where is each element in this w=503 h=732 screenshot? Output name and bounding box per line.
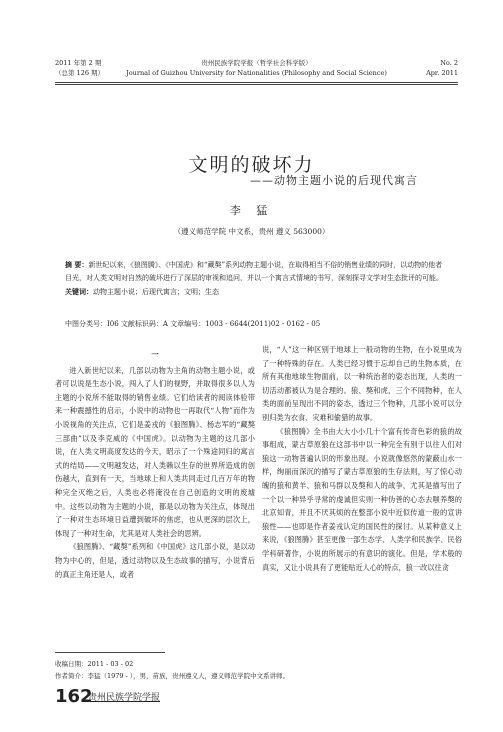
footnote-rule: [55, 652, 165, 653]
journal-name-cn: 贵州民族学院学报（哲学社会科学版）: [201, 59, 312, 67]
footnotes: [55, 658, 289, 682]
body-right-column: [262, 343, 462, 574]
abstract-label: 摘 要：: [65, 260, 89, 269]
keywords-label: 关键词：: [65, 287, 93, 296]
paragraph: 《狼图腾》全书由大大小小几十个富有传奇色彩的狼的故事组成，蒙古草原狼在这部书中以一种完全有别于以往人们对狼这一动物普遍认识的形象出现。小说就像悠然的蒙蔽山水一样，绚丽而深沉的描写了蒙古草原狼的生存法则，写了惊心动魄的狼和黄羊、狼和马群以及獒和人的战争，尤其是描写出了一个以一种异乎寻常的虔诚但实则一种伪善的心态去嗤养獒的北京知青，并且不厌其烦的在整部小说中近似传道一般的宣讲狼性——也即是作者姜戎认定的国民性的探讨。从某种意义上来说，《狼图腾》甚至更像一部生态学、人类学和民族学、民俗学科研著作，小说的所展示的有意识的演化。但是，学术般的真实，又让小说具有了更能贴近人心的特点，狼一改以往贪: [262, 426, 462, 572]
paragraph: 进入新世纪以来，几部以动物为主角的动物主题小说，或者可以说是生态小说，闯入了人们的视野，并取得很多以人为主题的小说所不能取得的销售业绩。它们给读者的阅读体验带来一种震撼性的启示，小说中的动物也一再取代“人物”而作为小说视角的关注点，它们是姜戎的《狼图腾》、杨志军的“藏獒三部曲”以及李克威的《中国虎》。以动物为主题的这几部小说，在人类文明高度发达的今天，昭示了一个殊途同归的寓言式的结局——文明越发达，对人类赖以生存的世界所造成的创伤越大，直到有一天，当地球上和人类共同走过几百万年的物种完全灭绝之后，人类也必将淹没在自己创造的文明的废墟中。这些以动物为主题的小说，都是以动物为关注点，体现出了一种对生态环境日益遭到破坏的焦虑，也从更深的层次上，体现了一种对生命，尤其是对人类社会的思辨。: [55, 365, 255, 538]
article-subtitle: ——动物主题小说的后现代寓言: [250, 174, 418, 187]
abstract: [65, 258, 445, 285]
classification-line: 中图分类号：I06 文献标识码：A 文章编号：1003 - 6644(2011)02 - 0162 - 05: [65, 320, 321, 328]
journal-footer-name: 贵州民族学院学报: [88, 693, 161, 703]
issue-number: No. 2: [440, 59, 458, 67]
author-name: 李 猛: [229, 204, 274, 217]
header-rule: [55, 82, 458, 83]
article-title: 文明的破坏力: [188, 154, 315, 176]
running-header: [55, 58, 458, 96]
header-rule-thin: [55, 84, 458, 85]
journal-name-en: Journal of Guizhou University for Nationalities (Philosophy and Social Science): [126, 69, 387, 77]
abstract-text: 新世纪以来，《狼图腾》、《中国虎》和“藏獒”系列动物主题小说，在取得相当不俗的销售业绩的同时，以动物的他者目光，对人类文明对自然的破坏进行了深层的审视和追问，并以一个寓言式情境的书写，深刻探寻文学对生态批评的可能。: [65, 261, 443, 282]
body-left-column: [55, 348, 255, 581]
abstract-block: [65, 258, 445, 299]
paragraph: 说，“人”这一种区别于地球上一般动物的生物，在小说里成为了一种特殊的存在。人类已经习惯于忘却自己的生物本质，在所有其他地球生物面前，以一种统治者的姿态出现，人类的一切活动都被认为是合理的。狼、獒和虎，三个不同物种，在人类的面前呈现出不同的姿态，透过三个物种，几部小说可以分别归类为衣食、灾难和偷猎的故事。: [262, 345, 462, 422]
author-note: 作者简介：李猛（1979 - ），男，苗族，贵州遵义人，遵义师范学院中文系讲师。: [55, 672, 290, 680]
journal-name: [55, 58, 458, 78]
issue-line: 2011 年第 2 期: [55, 59, 102, 67]
author-affiliation: （遵义师范学院 中文系，贵州 遵义 563000）: [173, 227, 330, 236]
section-marker: 一: [151, 350, 159, 359]
page-number: 162: [55, 686, 93, 707]
paragraph: 《狼图腾》、“藏獒”系列和《中国虎》这几部小说，是以动物为中心的，但是，透过动物以及生态故事的描写，小说背后的真正主角还是人，或者: [55, 542, 255, 579]
issue-total-line: （总第 126 期）: [55, 69, 105, 77]
keywords-text: 动物主题小说；后现代寓言；文明；生态: [93, 288, 219, 296]
keywords: [65, 285, 445, 299]
issue-date: [426, 58, 458, 78]
issue-month: Apr. 2011: [426, 69, 458, 77]
received-date: 收稿日期：2011 - 03 - 02: [55, 660, 134, 668]
